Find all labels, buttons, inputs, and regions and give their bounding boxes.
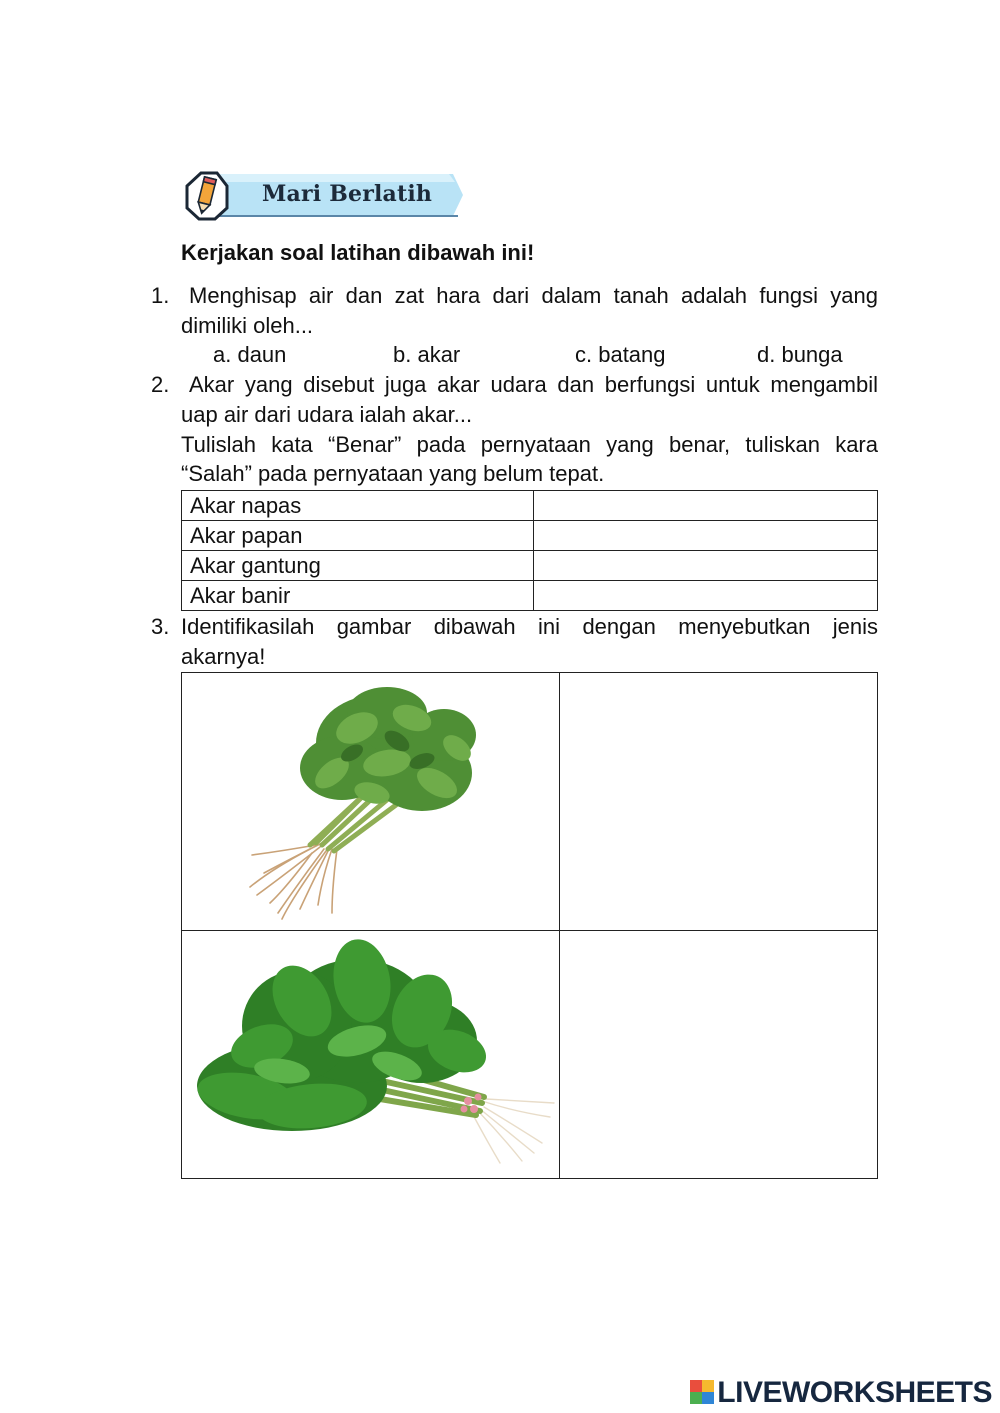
q1-option-d: d. bunga: [757, 342, 843, 367]
answer-cell[interactable]: [560, 673, 878, 931]
statement-cell: Akar papan: [182, 521, 534, 551]
statement-cell: Akar banir: [182, 581, 534, 611]
table-row: [182, 551, 878, 581]
section-title: Mari Berlatih: [262, 181, 433, 207]
q1-number: 1.: [151, 283, 170, 308]
q1-text-line1: Menghisap air dan zat hara dari dalam tanah adalah fungsi yang: [189, 283, 878, 308]
table-row: [182, 491, 878, 521]
table-row: [182, 581, 878, 611]
q3-text-line1: Identifikasilah gambar dibawah ini dengan menyebutkan jenis: [181, 614, 878, 639]
q2-instruction-line2: “Salah” pada pernyataan yang belum tepat.: [181, 461, 605, 486]
q2-text-line1: Akar yang disebut juga akar udara dan berfungsi untuk mengambil: [189, 372, 878, 397]
table-row: [182, 673, 878, 931]
logo-icon: [690, 1380, 714, 1404]
image-cell: [182, 931, 560, 1179]
q1-text-line2: dimiliki oleh...: [181, 313, 314, 338]
q2-text-line2: uap air dari udara ialah akar...: [181, 402, 473, 427]
q3-number: 3.: [151, 614, 170, 639]
logo-text: LIVEWORKSHEETS: [717, 1376, 992, 1409]
answer-cell[interactable]: [534, 491, 878, 521]
q2-instruction-line1: Tulislah kata “Benar” pada pernyataan yang benar, tuliskan kara: [181, 432, 878, 457]
image-cell: [182, 673, 560, 931]
statement-cell: Akar napas: [182, 491, 534, 521]
liveworksheets-logo[interactable]: [690, 1376, 992, 1410]
amaranth-plant-image: [182, 673, 559, 925]
q1-option-a: a. daun: [213, 342, 287, 367]
answer-cell[interactable]: [560, 931, 878, 1179]
answer-cell[interactable]: [534, 581, 878, 611]
q1-option-b: b. akar: [393, 342, 461, 367]
identification-table: [181, 672, 878, 1179]
statement-cell: Akar gantung: [182, 551, 534, 581]
q3-text-line2: akarnya!: [181, 644, 266, 669]
q1-option-c: c. batang: [575, 342, 666, 367]
answer-cell[interactable]: [534, 521, 878, 551]
q2-number: 2.: [151, 372, 170, 397]
table-row: [182, 521, 878, 551]
instruction: Kerjakan soal latihan dibawah ini!: [181, 240, 535, 265]
spinach-plant-image: [182, 931, 559, 1173]
answer-cell[interactable]: [534, 551, 878, 581]
true-false-table: [181, 490, 878, 611]
table-row: [182, 931, 878, 1179]
